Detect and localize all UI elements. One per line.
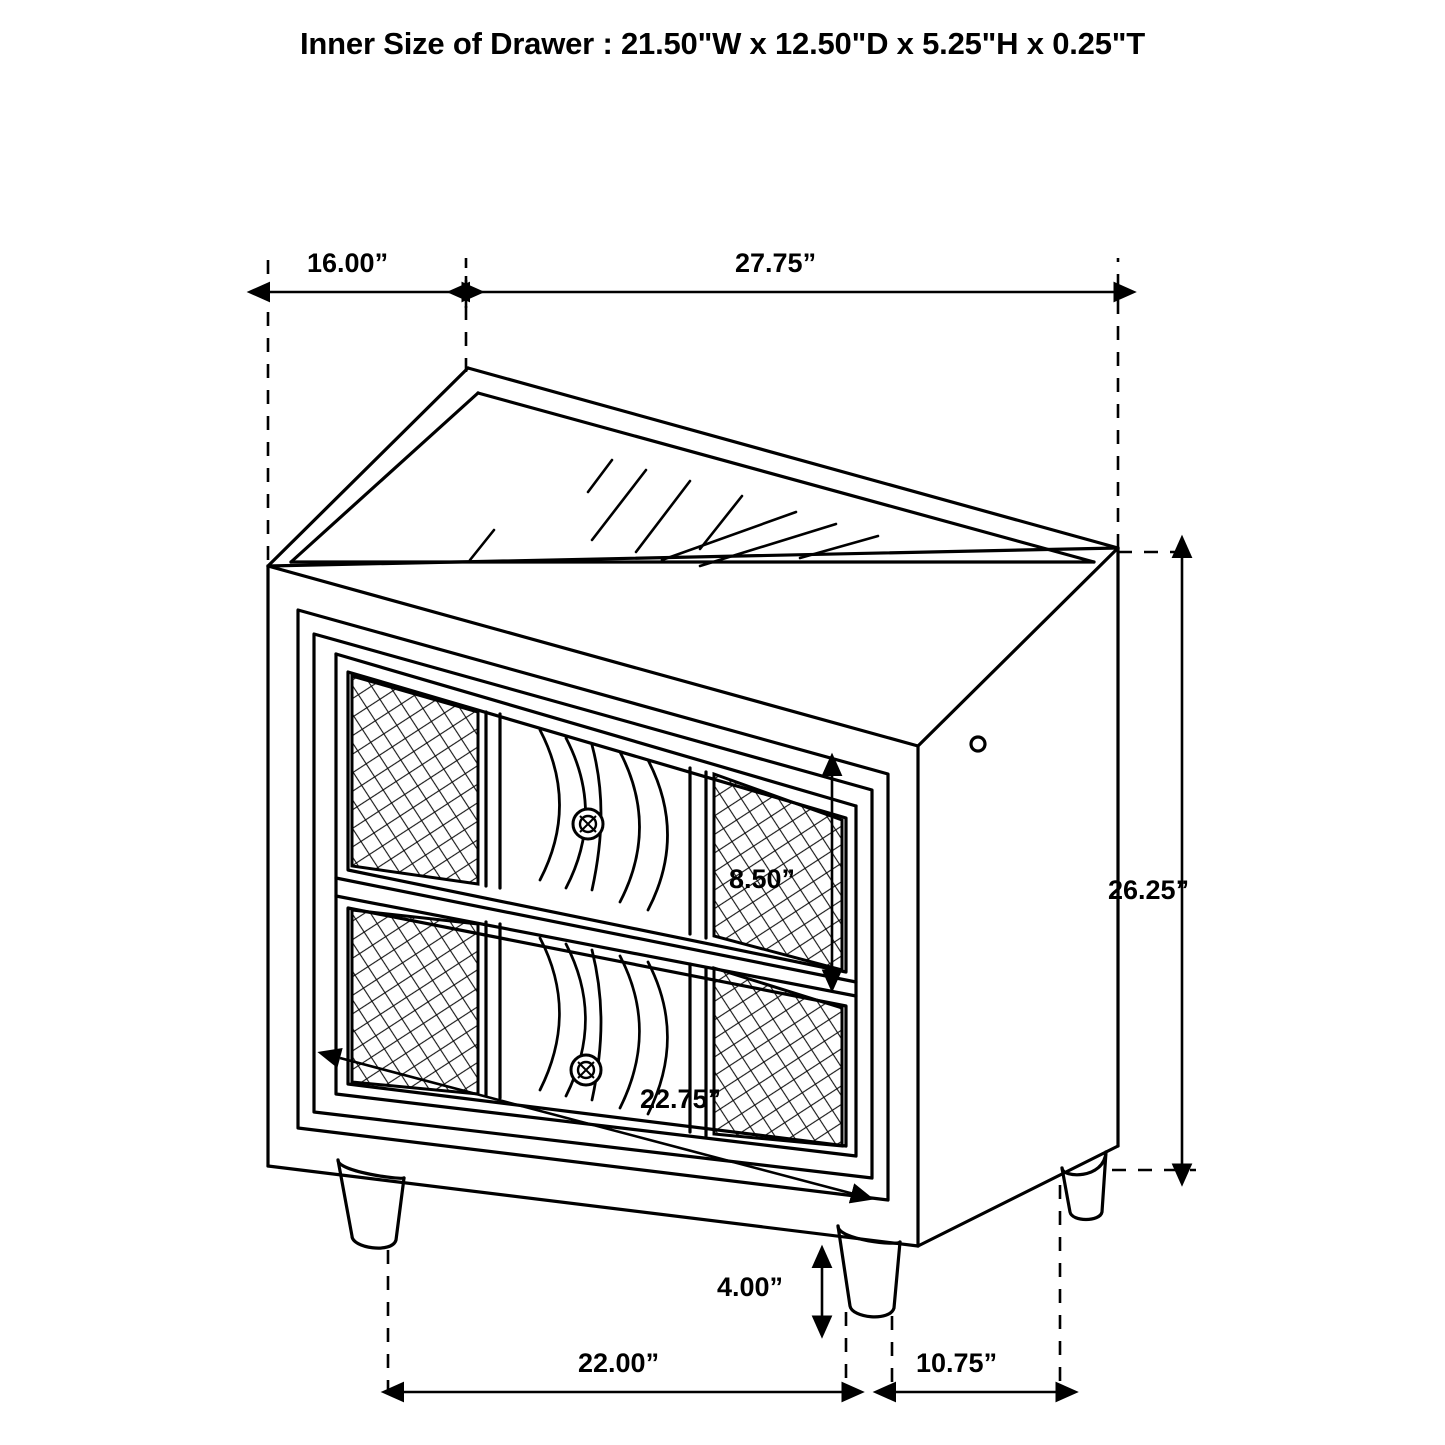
dimension-label-front-base-width: 22.00”: [578, 1348, 660, 1378]
dimension-label-depth-top: 16.00”: [307, 248, 389, 278]
drawer-knob-lower: [571, 1055, 601, 1085]
drawer-knob-upper: [573, 809, 603, 839]
dimension-label-height-right: 26.25”: [1108, 875, 1190, 905]
dimension-label-drawer-width: 22.75”: [640, 1084, 722, 1114]
dimension-label-side-base-depth: 10.75”: [916, 1348, 998, 1378]
dimension-label-width-top: 27.75”: [735, 248, 817, 278]
dimension-label-leg-height: 4.00”: [717, 1272, 784, 1302]
dimension-label-drawer-height: 8.50”: [729, 864, 796, 894]
page-title: Inner Size of Drawer : 21.50"W x 12.50"D x 5.25"H x 0.25"T: [300, 26, 1145, 61]
